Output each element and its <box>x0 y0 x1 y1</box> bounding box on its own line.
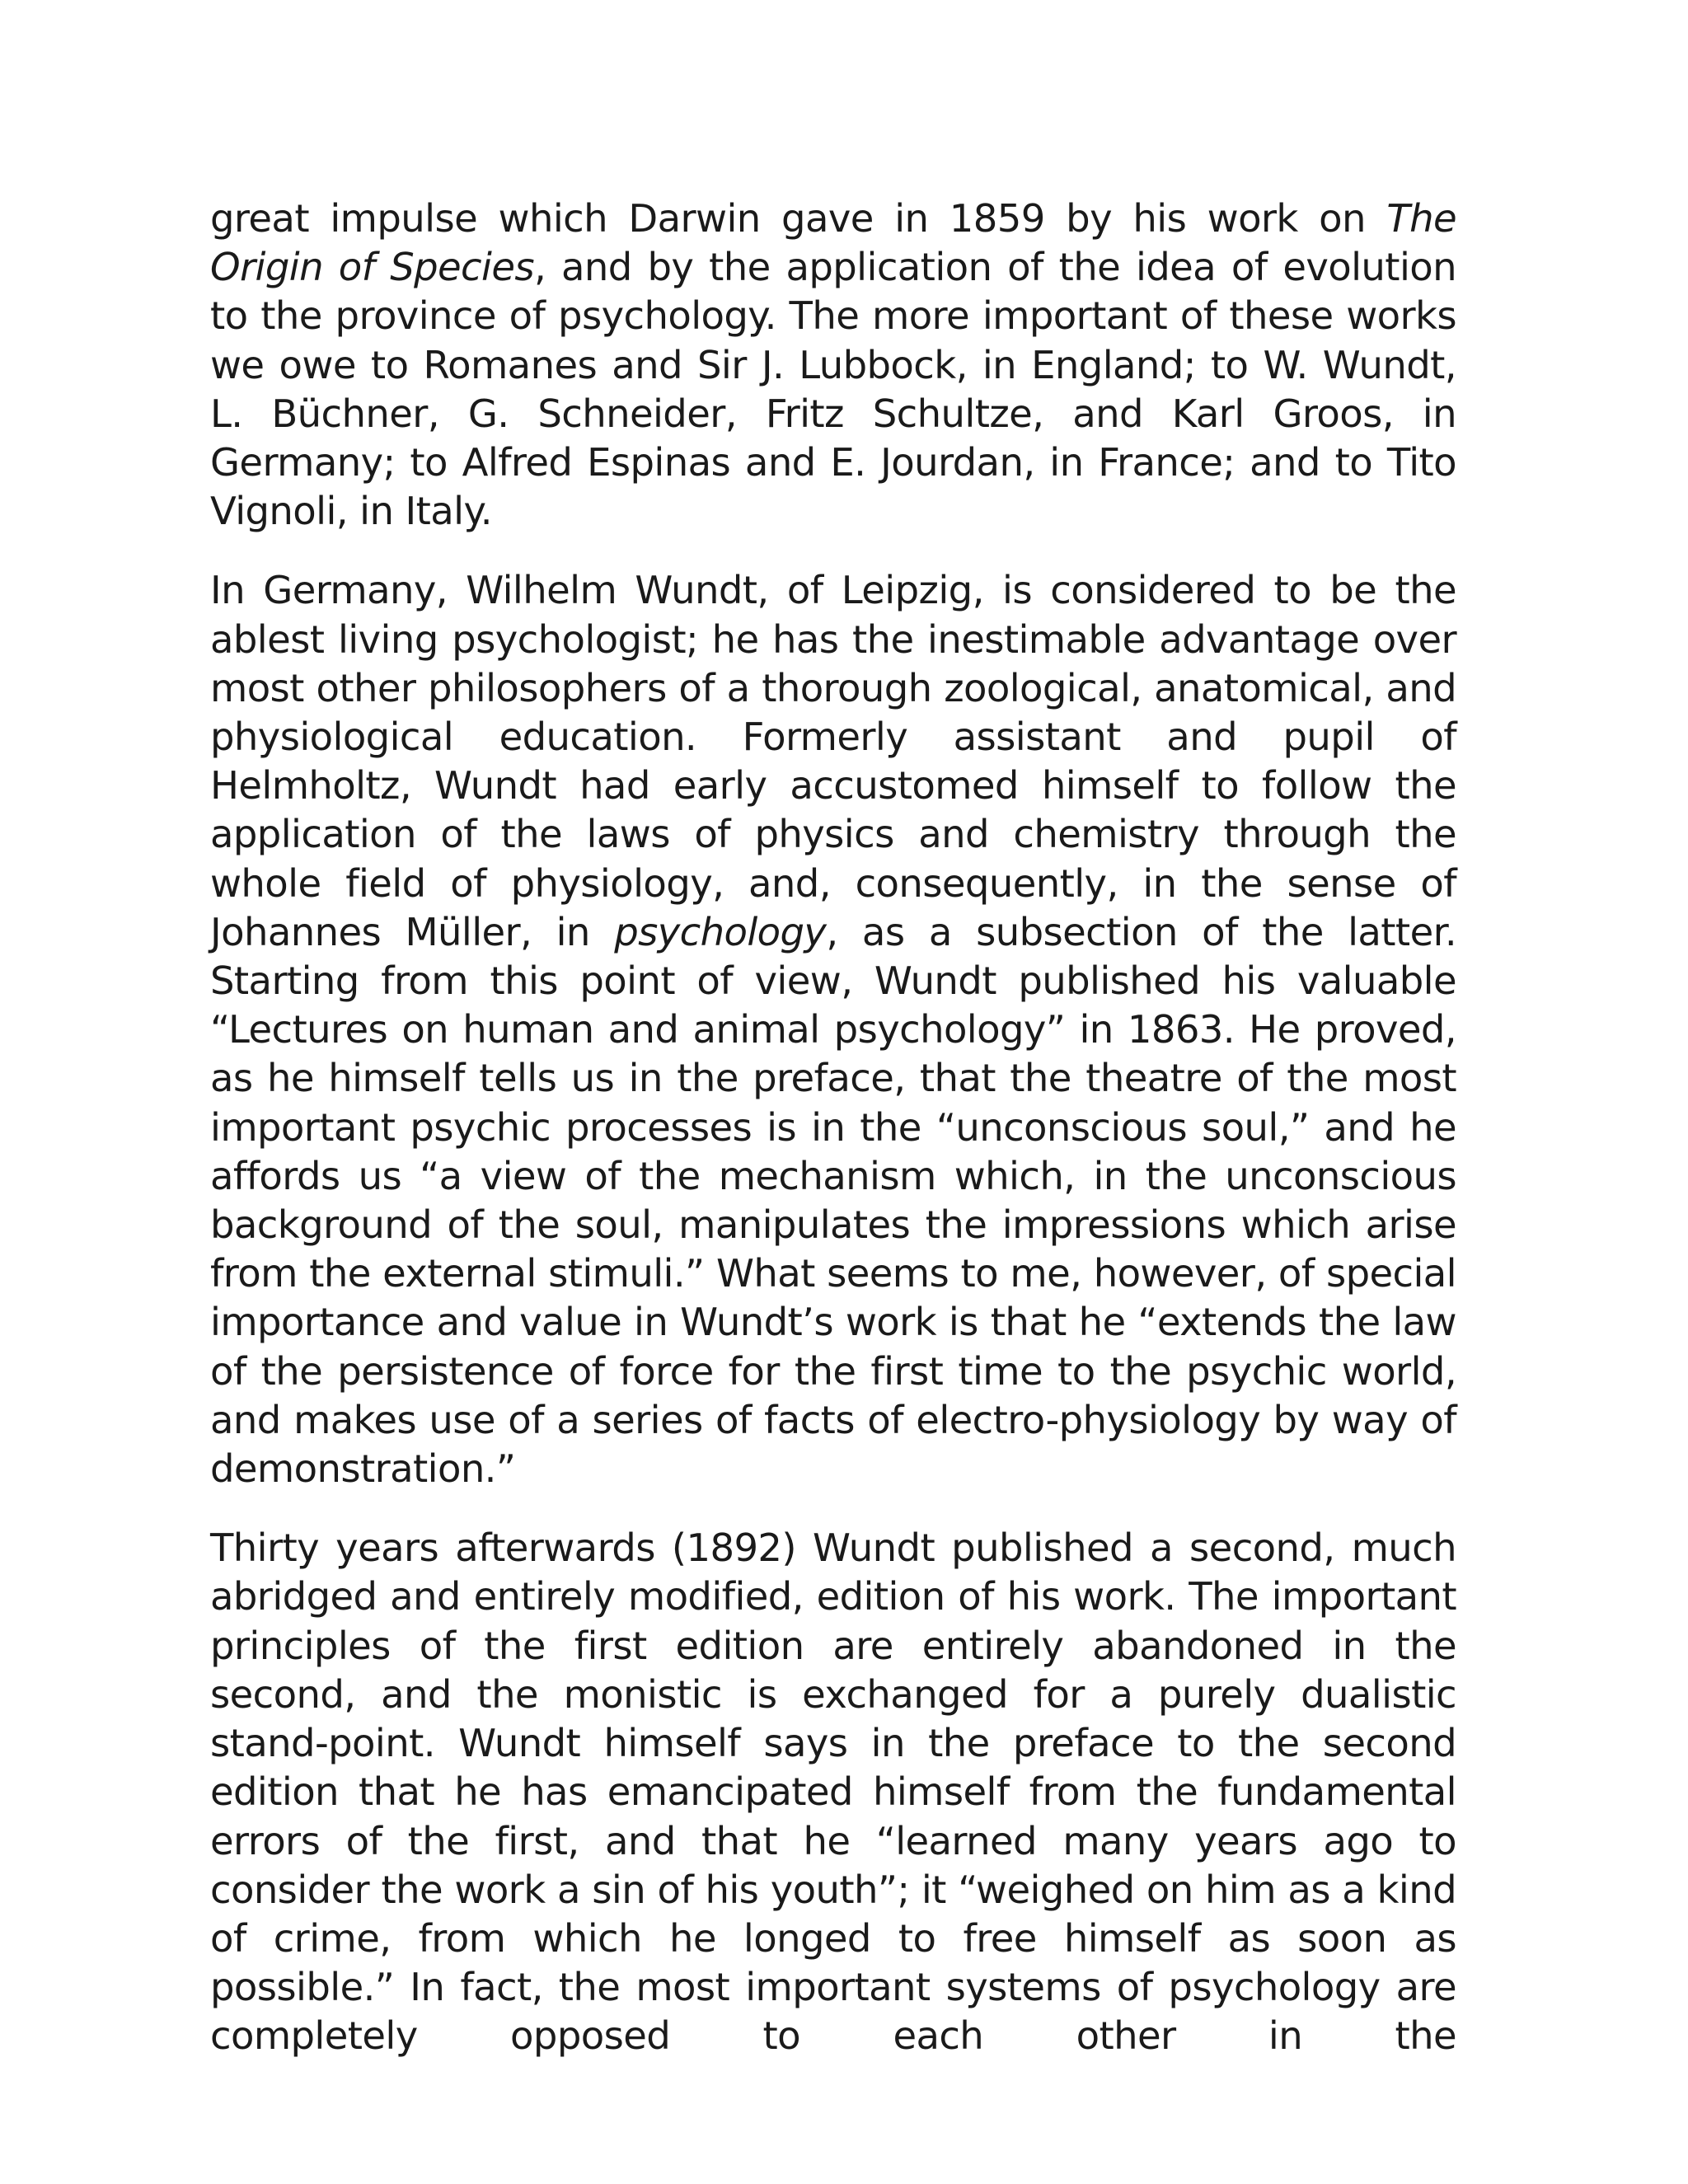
book-title-origin-of-species: The Origin of Species <box>210 196 1456 290</box>
paragraph-second-edition <box>210 1524 1456 2060</box>
paragraph-text: great impulse which Darwin gave in 1859 by his work on <box>210 196 1387 241</box>
paragraph-text: , as a subsection of the latter. Starting from this point of view, Wundt published his valuable “Lectures on human and animal psychology” in 1863. He proved, as he himself tells us in the preface, that the theatre of the most important psychic processes is in the “unconscious soul,” and he affords us “a view of the mechanism which, in the unconscious background of the soul, manipulates the impressions which arise from the external stimuli.” What seems to me, however, of special importance and value in Wundt’s work is that he “extends the law of the persistence of force for the first time to the psychic world, and makes use of a series of facts of electro-physiology by way of demonstration.” <box>210 909 1457 1492</box>
emphasis-psychology: psychology <box>614 909 827 954</box>
paragraph-darwin-impulse <box>210 194 1456 536</box>
body-text <box>210 194 1456 2061</box>
paragraph-text: Thirty years afterwards (1892) Wundt published a second, much abridged and entirely modified, edition of his work. The important principles of the first edition are entirely abandoned in the second, and the monistic is exchanged for a purely dualistic stand-point. Wundt himself says in the preface to the second edition that he has emancipated himself from the fundamental errors of the first, and that he “learned many years ago to consider the work a sin of his youth”; it “weighed on him as a kind of crime, from which he longed to free himself as soon as possible.” In fact, the most important systems of psychology are completely opposed to each other in the <box>210 1526 1456 2059</box>
paragraph-wundt-germany <box>210 566 1456 1493</box>
paragraph-text: , and by the application of the idea of evolution to the province of psychology. The more important of these works we owe to Romanes and Sir J. Lubbock, in England; to W. Wundt, L. Büchner, G. Schneider, Fritz Schultze, and Karl Groos, in Germany; to Alfred Espinas and E. Jourdan, in France; and to Tito Vignoli, in Italy. <box>210 245 1456 534</box>
paragraph-text: In Germany, Wilhelm Wundt, of Leipzig, is considered to be the ablest living psychologist; he has the inestimable advantage over most other philosophers of a thorough zoological, anatomical, and physiological education. Formerly assistant and pupil of Helmholtz, Wundt had early accustomed himself to follow the application of the laws of physics and chemistry through the whole field of physiology, and, consequently, in the sense of Johannes Müller, in <box>210 568 1456 954</box>
